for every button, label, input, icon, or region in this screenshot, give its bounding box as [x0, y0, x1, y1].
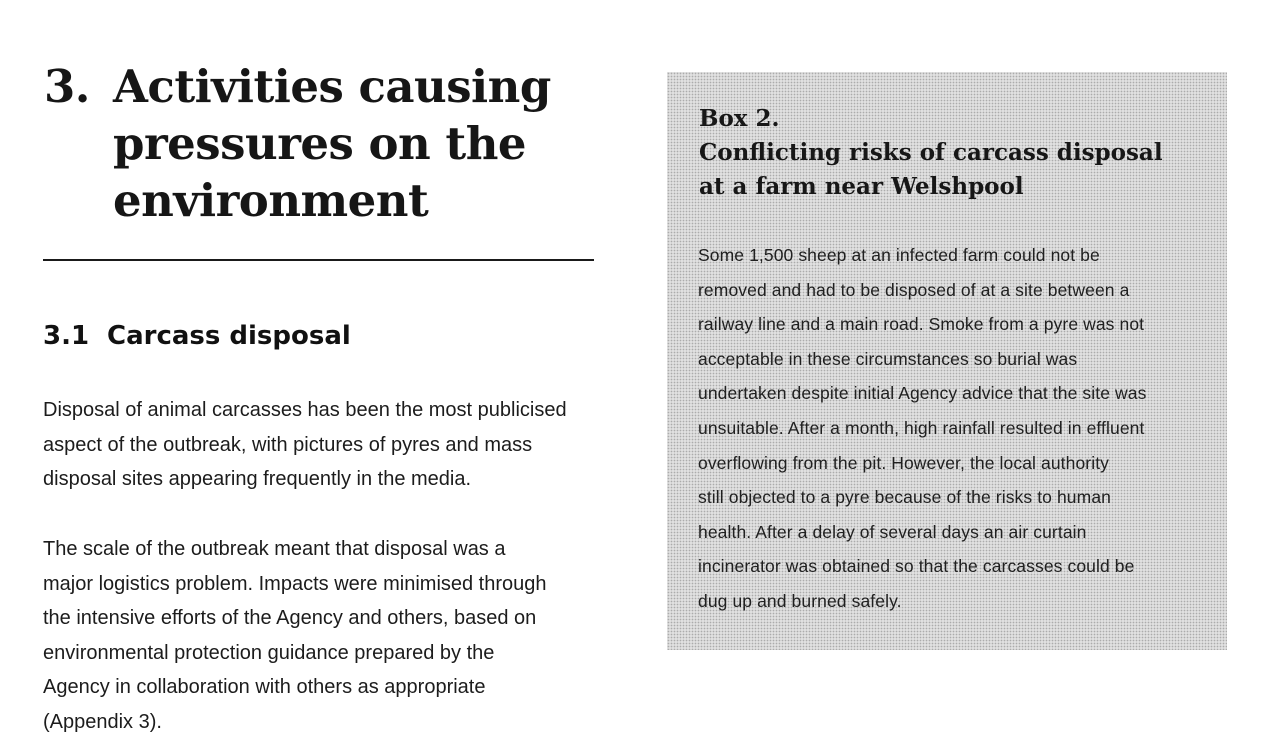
chapter-title-line: Activities causing — [113, 60, 551, 113]
paragraph-line: environmental protection guidance prepared by the — [43, 641, 495, 664]
box-text-line: Some 1,500 sheep at an infected farm could not be — [698, 245, 1100, 265]
box-text — [698, 238, 1223, 619]
chapter-number: 3. — [44, 60, 90, 113]
paragraph-line: Disposal of animal carcasses has been the most publicised — [43, 399, 567, 421]
body-paragraph-1 — [43, 393, 613, 497]
heading-divider — [43, 259, 594, 261]
section-title: Carcass disposal — [107, 321, 351, 351]
box-label: Box 2. — [699, 105, 780, 132]
paragraph-line: the intensive efforts of the Agency and others, based on — [43, 607, 537, 629]
chapter-title — [113, 58, 593, 229]
box-text-line: unsuitable. After a month, high rainfall resulted in effluent — [698, 417, 1145, 438]
body-paragraph-2 — [43, 532, 613, 739]
box-2-sidebar — [667, 72, 1227, 650]
paragraph-line: The scale of the outbreak meant that disposal was a — [43, 538, 506, 560]
box-text-line: incinerator was obtained so that the carcasses could be — [698, 556, 1135, 577]
box-title — [699, 102, 1219, 204]
paragraph-line: aspect of the outbreak, with pictures of pyres and mass — [43, 433, 533, 456]
section-heading — [43, 318, 351, 354]
box-text-line: railway line and a main road. Smoke from a pyre was not — [698, 314, 1145, 335]
box-title-line: Conflicting risks of carcass disposal — [699, 139, 1163, 166]
box-title-line: at a farm near Welshpool — [699, 173, 1024, 200]
box-text-line: acceptable in these circumstances so burial was — [698, 348, 1078, 369]
box-text-line: overflowing from the pit. However, the local authority — [698, 452, 1110, 473]
paragraph-line: disposal sites appearing frequently in the media. — [43, 468, 472, 490]
paragraph-line: Agency in collaboration with others as appropriate — [43, 676, 486, 698]
box-text-line: removed and had to be disposed of at a site between a — [698, 279, 1130, 300]
box-text-line: undertaken despite initial Agency advice that the site was — [698, 383, 1147, 404]
section-number: 3.1 — [43, 321, 90, 351]
box-text-line: still objected to a pyre because of the risks to human — [698, 487, 1111, 508]
chapter-title-line: environment — [113, 174, 429, 227]
paragraph-line: major logistics problem. Impacts were minimised through — [43, 572, 547, 595]
box-text-line: health. After a delay of several days an air curtain — [698, 521, 1087, 542]
box-text-line: dug up and burned safely. — [698, 590, 902, 611]
paragraph-line: (Appendix 3). — [43, 710, 162, 733]
chapter-title-line: pressures on the — [113, 117, 527, 170]
